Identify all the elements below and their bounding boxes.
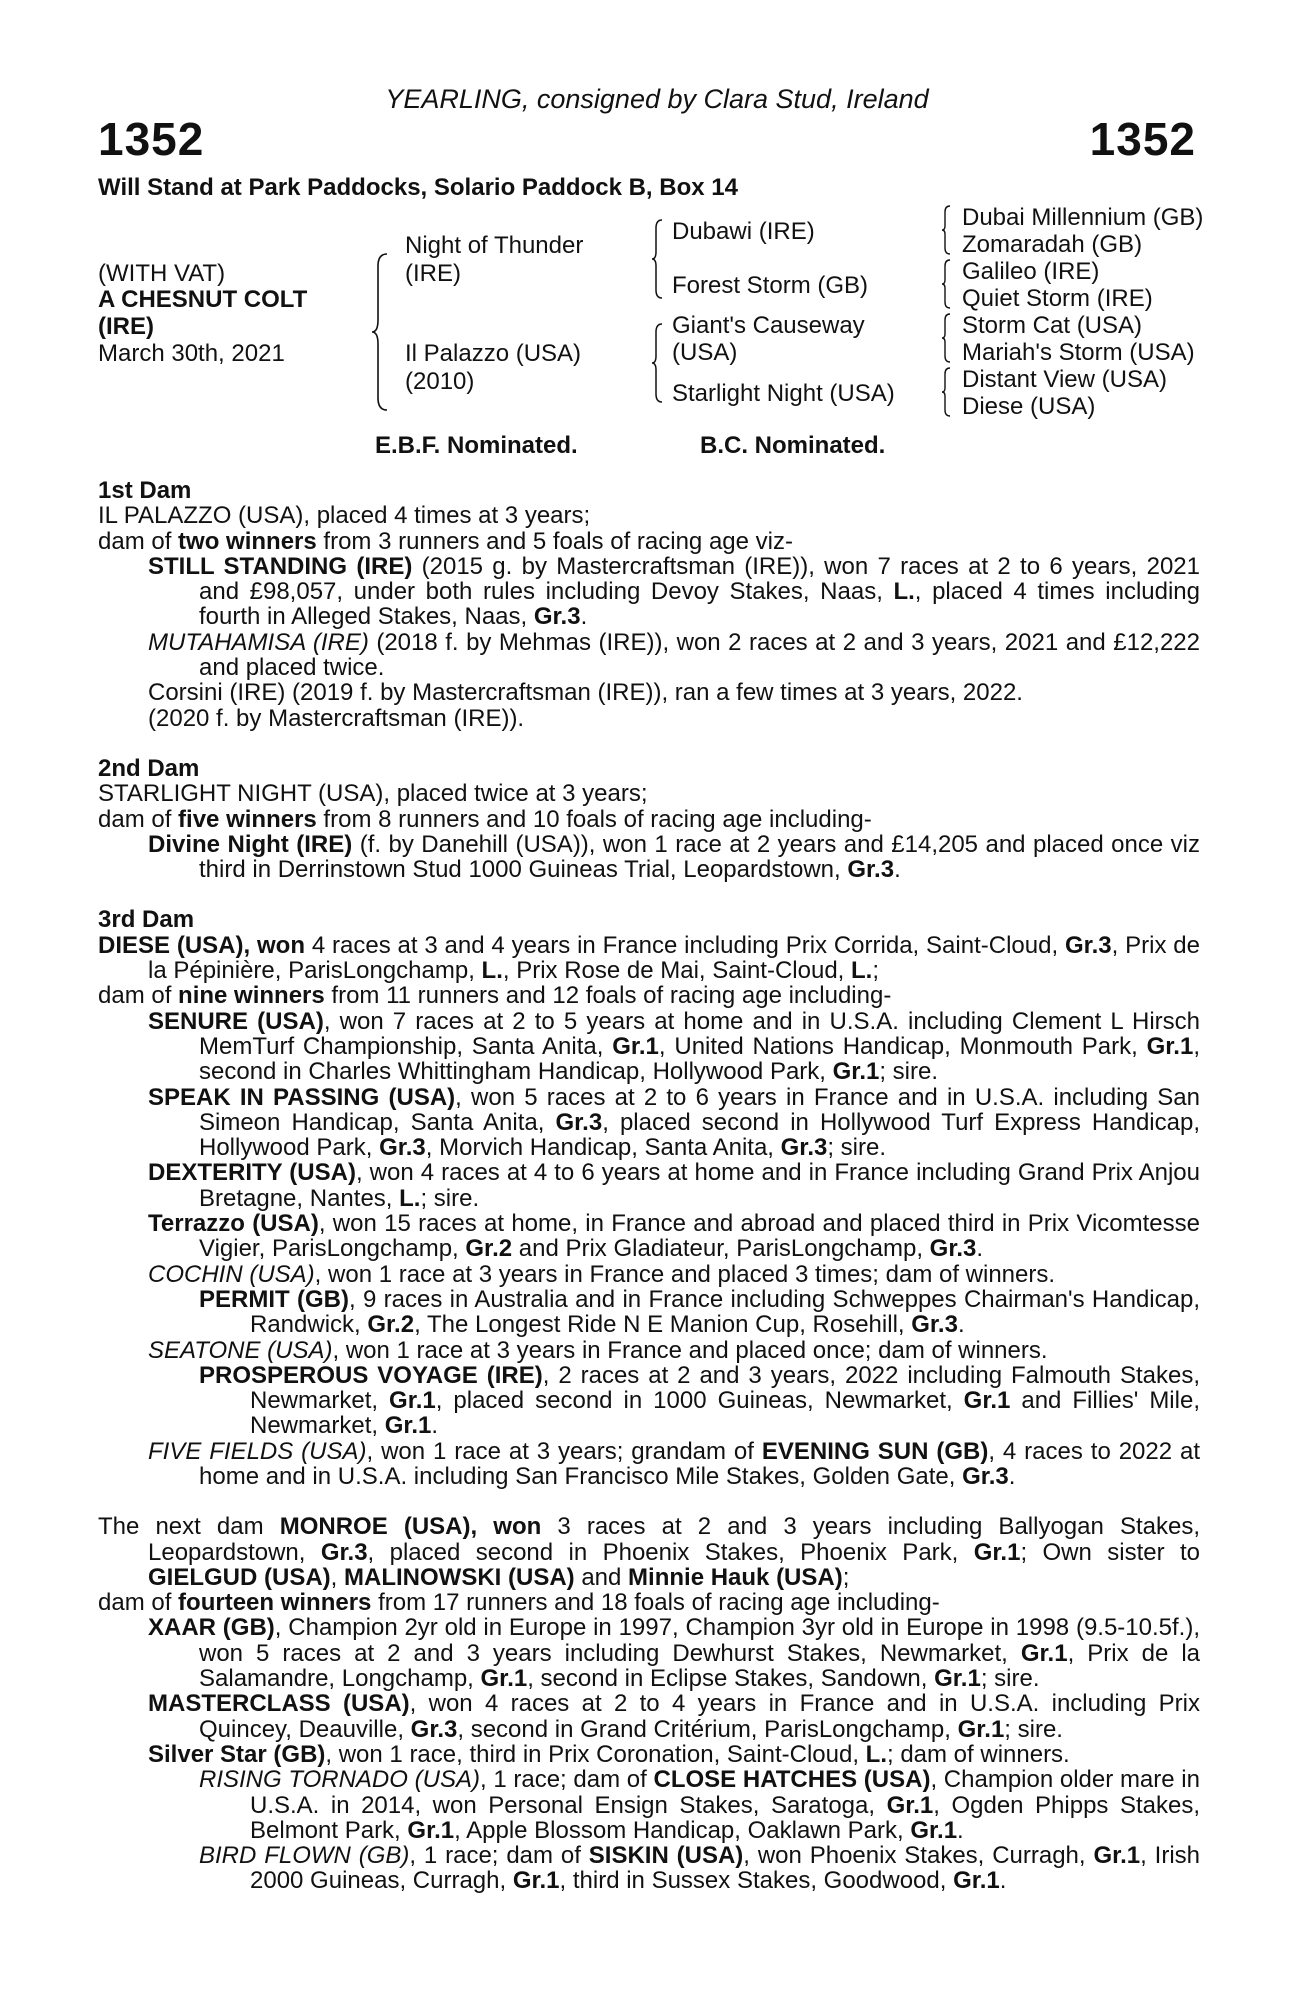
ancestor-6: Mariah's Storm (USA) xyxy=(962,339,1195,366)
second-dam-summary: dam of five winners from 8 runners and 10 foals of racing age including- xyxy=(98,805,872,833)
dam-sire: Giant's Causeway xyxy=(672,312,865,339)
sire-country: (IRE) xyxy=(405,260,461,287)
ancestor-7: Distant View (USA) xyxy=(962,366,1167,393)
produce-record xyxy=(98,478,1200,1894)
produce-terrazzo: Terrazzo (USA), won 15 races at home, in France and abroad and placed third in Prix Vicomtesse Vigier, ParisLongchamp, Gr.2 and Prix Gladiateur, ParisLongchamp, Gr.3. xyxy=(148,1210,1200,1263)
ancestor-2: Zomaradah (GB) xyxy=(962,231,1143,258)
produce-senure: SENURE (USA), won 7 races at 2 to 5 years at home and in U.S.A. including Clement L Hirsch MemTurf Championship, Santa Anita, Gr.1, United Nations Handicap, Monmouth Park, Gr.1, second in Charles Whittingham Handicap, Hollywood Park, Gr.1; sire. xyxy=(148,1007,1201,1086)
foaling-date: March 30th, 2021 xyxy=(98,340,285,367)
produce-still-standing: STILL STANDING (IRE) (2015 g. by Mastercraftsman (IRE)), won 7 races at 2 to 6 years, 2021 and £98,057, under both rules including Devoy Stakes, Naas, L., placed 4 times including fourth in Alleged Stakes, Naas, Gr.3. xyxy=(148,552,1201,631)
dam-dam: Starlight Night (USA) xyxy=(672,380,895,407)
first-dam-line: IL PALAZZO (USA), placed 4 times at 3 years; xyxy=(98,502,591,530)
second-dam-line: STARLIGHT NIGHT (USA), placed twice at 3 years; xyxy=(98,780,648,808)
second-dam-heading: 2nd Dam xyxy=(98,754,200,782)
horse-name-country: (IRE) xyxy=(98,313,154,340)
third-dam-summary: dam of nine winners from 11 runners and 12 foals of racing age including- xyxy=(98,982,892,1010)
produce-permit: PERMIT (GB), 9 races in Australia and in France including Schweppes Chairman's Handicap, Randwick, Gr.2, The Longest Ride N E Manion Cup, Rosehill, Gr.3. xyxy=(199,1285,1200,1339)
produce-corsini: Corsini (IRE) (2019 f. by Mastercraftsman (IRE)), ran a few times at 3 years, 2022. xyxy=(148,679,1023,707)
sire-sire: Dubawi (IRE) xyxy=(672,218,815,245)
sire-dam: Forest Storm (GB) xyxy=(672,272,869,299)
produce-speak-in-passing: SPEAK IN PASSING (USA), won 5 races at 2 to 6 years in France and in U.S.A. including San Simeon Handicap, Santa Anita, Gr.3, placed second in Hollywood Turf Express Handicap, Hollywood Park, Gr.3, Morvich Handicap, Santa Anita, Gr.3; sire. xyxy=(148,1083,1200,1162)
ancestor-8: Diese (USA) xyxy=(962,393,1096,420)
next-dam-line: The next dam MONROE (USA), won 3 races at 2 and 3 years including Ballyogan Stakes, Leopardstown, Gr.3, placed second in Phoenix Stakes, Phoenix Park, Gr.1; Own sister to GIELGUD (USA), MALINOWSKI (USA) and Minnie Hauk (USA); xyxy=(98,1513,1201,1591)
lot-number-left: 1352 xyxy=(98,113,205,165)
lot-number-right: 1352 xyxy=(1089,113,1196,165)
dam-year: (2010) xyxy=(405,368,475,395)
ancestor-4: Quiet Storm (IRE) xyxy=(962,285,1153,312)
dam-sire-country: (USA) xyxy=(672,339,738,366)
third-dam-line: DIESE (USA), won 4 races at 3 and 4 years in France including Prix Corrida, Saint-Cloud, Gr.3, Prix de la Pépinière, ParisLongchamp, L., Prix Rose de Mai, Saint-Cloud, L.; xyxy=(98,931,1200,985)
pedigree-brace-g2 xyxy=(940,258,952,310)
produce-five-fields: FIVE FIELDS (USA), won 1 race at 3 years; grandam of EVENING SUN (GB), 4 races to 2022 at home and in U.S.A. including San Francisco Mile Stakes, Golden Gate, Gr.3. xyxy=(148,1437,1201,1490)
consignment-line: YEARLING, consigned by Clara Stud, Ireland xyxy=(385,84,929,114)
ancestor-5: Storm Cat (USA) xyxy=(962,312,1143,339)
produce-rising-tornado: RISING TORNADO (USA), 1 race; dam of CLOSE HATCHES (USA), Champion older mare in U.S.A. in 2014, won Personal Ensign Stakes, Saratoga, Gr.1, Ogden Phipps Stakes, Belmont Park, Gr.1, Apple Blossom Handicap, Oaklawn Park, Gr.1. xyxy=(199,1766,1200,1844)
ebf-nominated: E.B.F. Nominated. xyxy=(375,432,578,459)
pedigree-brace-main xyxy=(370,252,390,412)
produce-silver-star: Silver Star (GB), won 1 race, third in Prix Coronation, Saint-Cloud, L.; dam of winners. xyxy=(148,1740,1070,1768)
produce-bird-flown: BIRD FLOWN (GB), 1 race; dam of SISKIN (USA), won Phoenix Stakes, Curragh, Gr.1, Irish 2000 Guineas, Curragh, Gr.1, third in Sussex Stakes, Goodwood, Gr.1. xyxy=(199,1842,1201,1895)
horse-name: A CHESNUT COLT xyxy=(98,286,308,313)
pedigree-brace-sire xyxy=(650,218,664,300)
produce-2020: (2020 f. by Mastercraftsman (IRE)). xyxy=(148,704,525,732)
dam: Il Palazzo (USA) xyxy=(405,340,582,367)
produce-cochin: COCHIN (USA), won 1 race at 3 years in France and placed 3 times; dam of winners. xyxy=(148,1260,1056,1288)
vat-note: (WITH VAT) xyxy=(98,260,226,287)
ancestor-3: Galileo (IRE) xyxy=(962,258,1100,285)
bc-nominated: B.C. Nominated. xyxy=(700,432,886,459)
next-dam-summary: dam of fourteen winners from 17 runners and 18 foals of racing age including- xyxy=(98,1589,940,1617)
produce-xaar: XAAR (GB), Champion 2yr old in Europe in 1997, Champion 3yr old in Europe in 1998 (9.5-10.5f.), won 5 races at 2 and 3 years including Dewhurst Stakes, Newmarket, Gr.1, Prix de la Salamandre, Longchamp, Gr.1, second in Eclipse Stakes, Sandown, Gr.1; sire. xyxy=(148,1614,1201,1693)
produce-divine-night: Divine Night (IRE) (f. by Danehill (USA)), won 1 race at 2 years and £14,205 and placed once viz third in Derrinstown Stud 1000 Guineas Trial, Leopardstown, Gr.3. xyxy=(148,830,1200,884)
pedigree-brace-g4 xyxy=(940,366,952,418)
third-dam-heading: 3rd Dam xyxy=(98,906,195,934)
stabling-location: Will Stand at Park Paddocks, Solario Paddock B, Box 14 xyxy=(98,174,738,201)
produce-masterclass: MASTERCLASS (USA), won 4 races at 2 to 4 years in France and in U.S.A. including Prix Quincey, Deauville, Gr.3, second in Grand Critérium, ParisLongchamp, Gr.1; sire. xyxy=(148,1690,1200,1743)
sire: Night of Thunder xyxy=(405,232,584,259)
pedigree-brace-dam xyxy=(650,322,664,404)
first-dam-summary: dam of two winners from 3 runners and 5 foals of racing age viz- xyxy=(98,527,793,555)
pedigree-brace-g1 xyxy=(940,204,952,256)
pedigree-brace-g3 xyxy=(940,312,952,364)
produce-prosperous-voyage: PROSPEROUS VOYAGE (IRE), 2 races at 2 and 3 years, 2022 including Falmouth Stakes, Newmarket, Gr.1, placed second in 1000 Guineas, Newmarket, Gr.1 and Fillies' Mile, Newmarket, Gr.1. xyxy=(199,1361,1200,1440)
first-dam-heading: 1st Dam xyxy=(98,477,192,504)
produce-mutahamisa: MUTAHAMISA (IRE) (2018 f. by Mehmas (IRE)), won 2 races at 2 and 3 years, 2021 and £12,222 and placed twice. xyxy=(148,628,1201,682)
produce-dexterity: DEXTERITY (USA), won 4 races at 4 to 6 years at home and in France including Grand Prix Anjou Bretagne, Nantes, L.; sire. xyxy=(148,1159,1201,1212)
produce-seatone: SEATONE (USA), won 1 race at 3 years in France and placed once; dam of winners. xyxy=(148,1336,1048,1364)
ancestor-1: Dubai Millennium (GB) xyxy=(962,204,1204,231)
